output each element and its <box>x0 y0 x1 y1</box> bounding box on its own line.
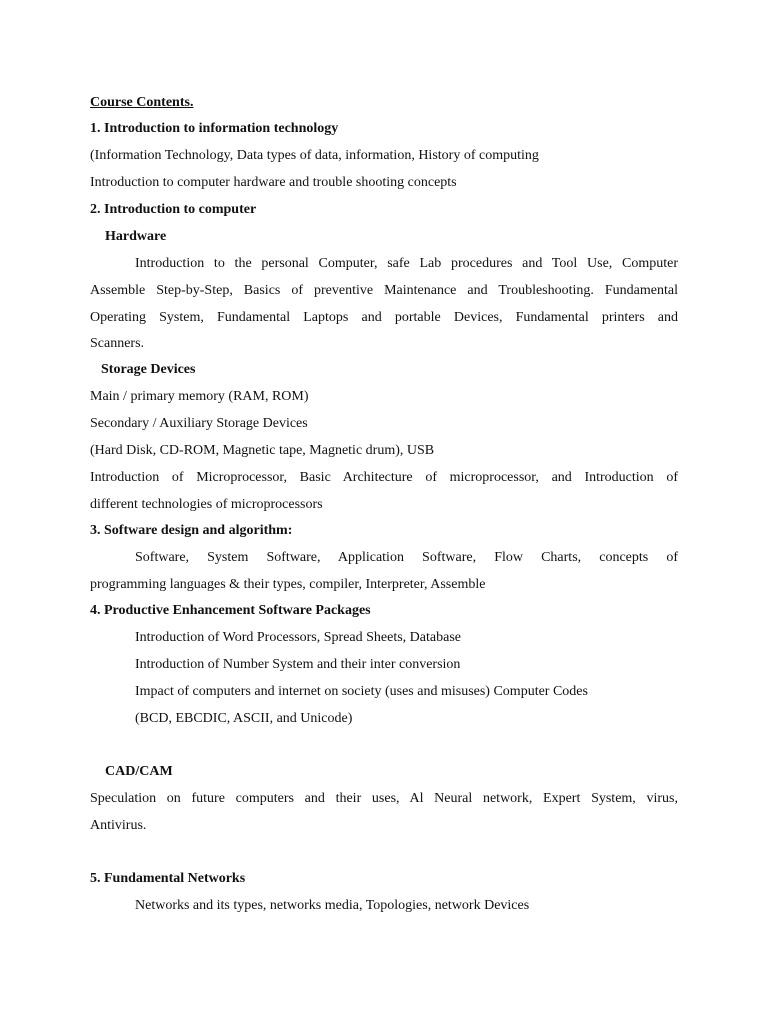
section-4-line: Impact of computers and internet on society (uses and misuses) Computer Codes <box>135 684 588 699</box>
hardware-paragraph-line: Operating System, Fundamental Laptops and portable Devices, Fundamental printers and <box>90 310 678 325</box>
section-3-line: Software, System Software, Application Software, Flow Charts, concepts of <box>135 550 678 565</box>
section-4-title: 4. Productive Enhancement Software Packages <box>90 603 371 618</box>
storage-line: Secondary / Auxiliary Storage Devices <box>90 416 308 431</box>
hardware-paragraph-line: Scanners. <box>90 336 145 351</box>
hardware-paragraph-line: Assemble Step-by-Step, Basics of preventive Maintenance and Troubleshooting. Fundamental <box>90 283 678 298</box>
section-1-line: (Information Technology, Data types of data, information, History of computing <box>90 148 539 163</box>
storage-line: Main / primary memory (RAM, ROM) <box>90 389 309 404</box>
section-1-line: Introduction to computer hardware and trouble shooting concepts <box>90 175 457 190</box>
section-5-line: Networks and its types, networks media, Topologies, network Devices <box>135 898 530 913</box>
storage-line: different technologies of microprocessors <box>90 497 323 512</box>
section-1-title: 1. Introduction to information technology <box>90 121 339 136</box>
cad-cam-heading: CAD/CAM <box>105 764 173 779</box>
section-2-title: 2. Introduction to computer <box>90 202 257 217</box>
section-4-line: Introduction of Word Processors, Spread Sheets, Database <box>135 630 461 645</box>
section-4-line: Introduction of Number System and their inter conversion <box>135 657 461 672</box>
storage-devices-subheading: Storage Devices <box>101 362 196 377</box>
hardware-subheading: Hardware <box>105 229 167 244</box>
section-5-title: 5. Fundamental Networks <box>90 871 246 886</box>
hardware-paragraph-line: Introduction to the personal Computer, safe Lab procedures and Tool Use, Computer <box>135 256 678 271</box>
section-3-title: 3. Software design and algorithm: <box>90 523 293 538</box>
section-4-line: (BCD, EBCDIC, ASCII, and Unicode) <box>135 711 353 726</box>
cad-cam-line: Antivirus. <box>90 818 147 833</box>
storage-line: (Hard Disk, CD-ROM, Magnetic tape, Magnetic drum), USB <box>90 443 435 458</box>
course-contents-heading: Course Contents. <box>90 95 194 110</box>
section-3-line: programming languages & their types, compiler, Interpreter, Assemble <box>90 577 486 592</box>
cad-cam-line: Speculation on future computers and their uses, Al Neural network, Expert System, virus, <box>90 791 678 806</box>
storage-line: Introduction of Microprocessor, Basic Architecture of microprocessor, and Introduction of <box>90 470 678 485</box>
